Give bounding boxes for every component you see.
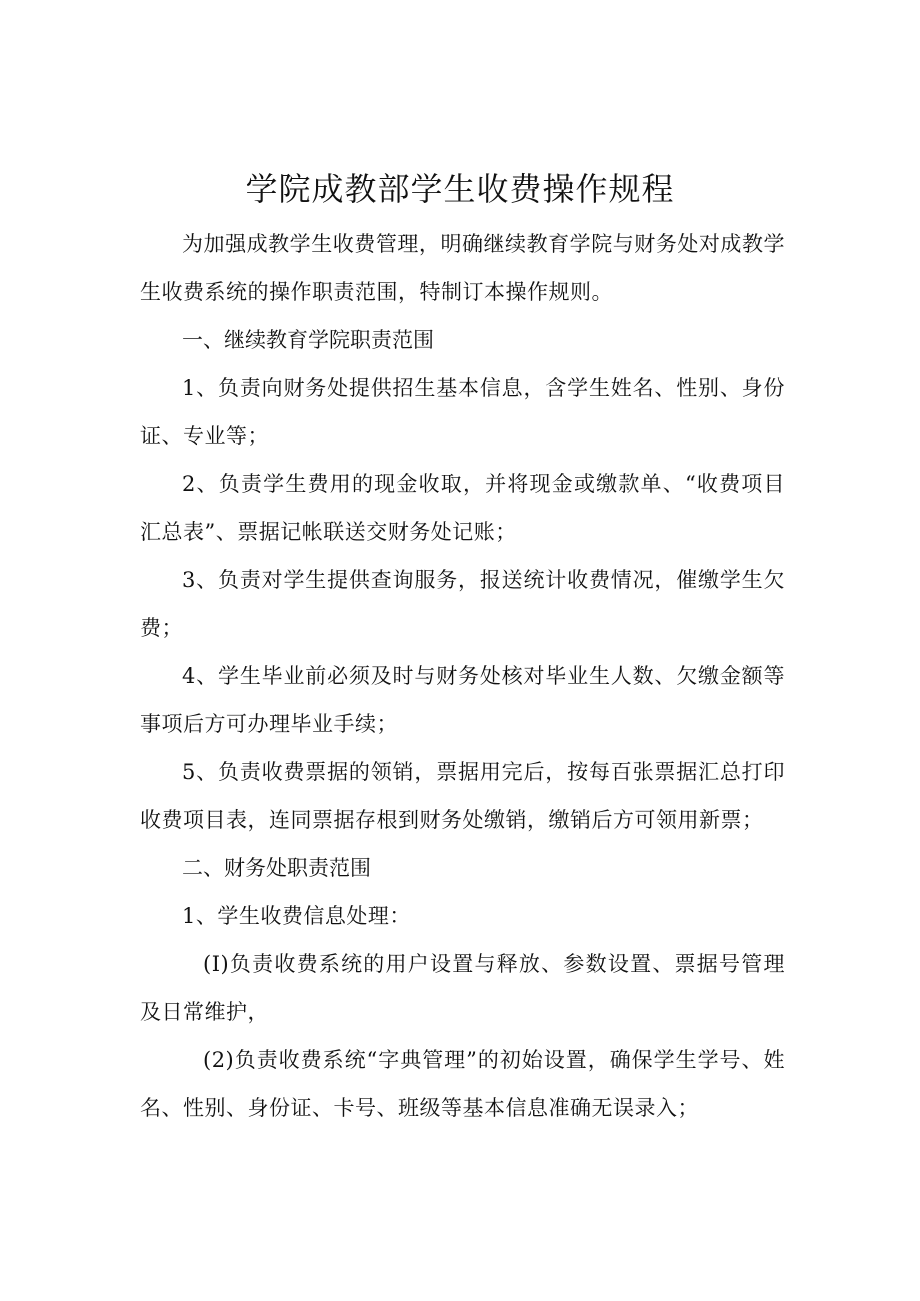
- document-body: [140, 220, 785, 1132]
- section-2-subitem: (I)负责收费系统的用户设置与释放、参数设置、票据号管理及日常维护，: [140, 952, 785, 1024]
- section-1-item: 3、负责对学生提供查询服务，报送统计收费情况，催缴学生欠费；: [140, 568, 785, 640]
- section-1-item: 2、负责学生费用的现金收取，并将现金或缴款单、“收费项目汇总表”、票据记帐联送交财务处记账；: [140, 472, 785, 544]
- section-1-heading: 一、继续教育学院职责范围: [182, 328, 434, 352]
- intro-paragraph: 为加强成教学生收费管理，明确继续教育学院与财务处对成教学生收费系统的操作职责范围，特制订本操作规则。: [140, 232, 785, 304]
- section-1-item: 1、负责向财务处提供招生基本信息，含学生姓名、性别、身份证、专业等；: [140, 376, 785, 448]
- section-1-item: 5、负责收费票据的领销，票据用完后，按每百张票据汇总打印收费项目表，连同票据存根到财务处缴销，缴销后方可领用新票；: [140, 760, 785, 832]
- section-2-item: 1、学生收费信息处理：: [182, 904, 411, 928]
- section-1-item: 4、学生毕业前必须及时与财务处核对毕业生人数、欠缴金额等事项后方可办理毕业手续；: [140, 664, 785, 736]
- section-2-subitem: (2)负责收费系统“字典管理”的初始设置，确保学生学号、姓名、性别、身份证、卡号、班级等基本信息准确无误录入；: [140, 1048, 785, 1120]
- section-2-heading: 二、财务处职责范围: [182, 856, 371, 880]
- document-title: 学院成教部学生收费操作规程: [245, 170, 675, 209]
